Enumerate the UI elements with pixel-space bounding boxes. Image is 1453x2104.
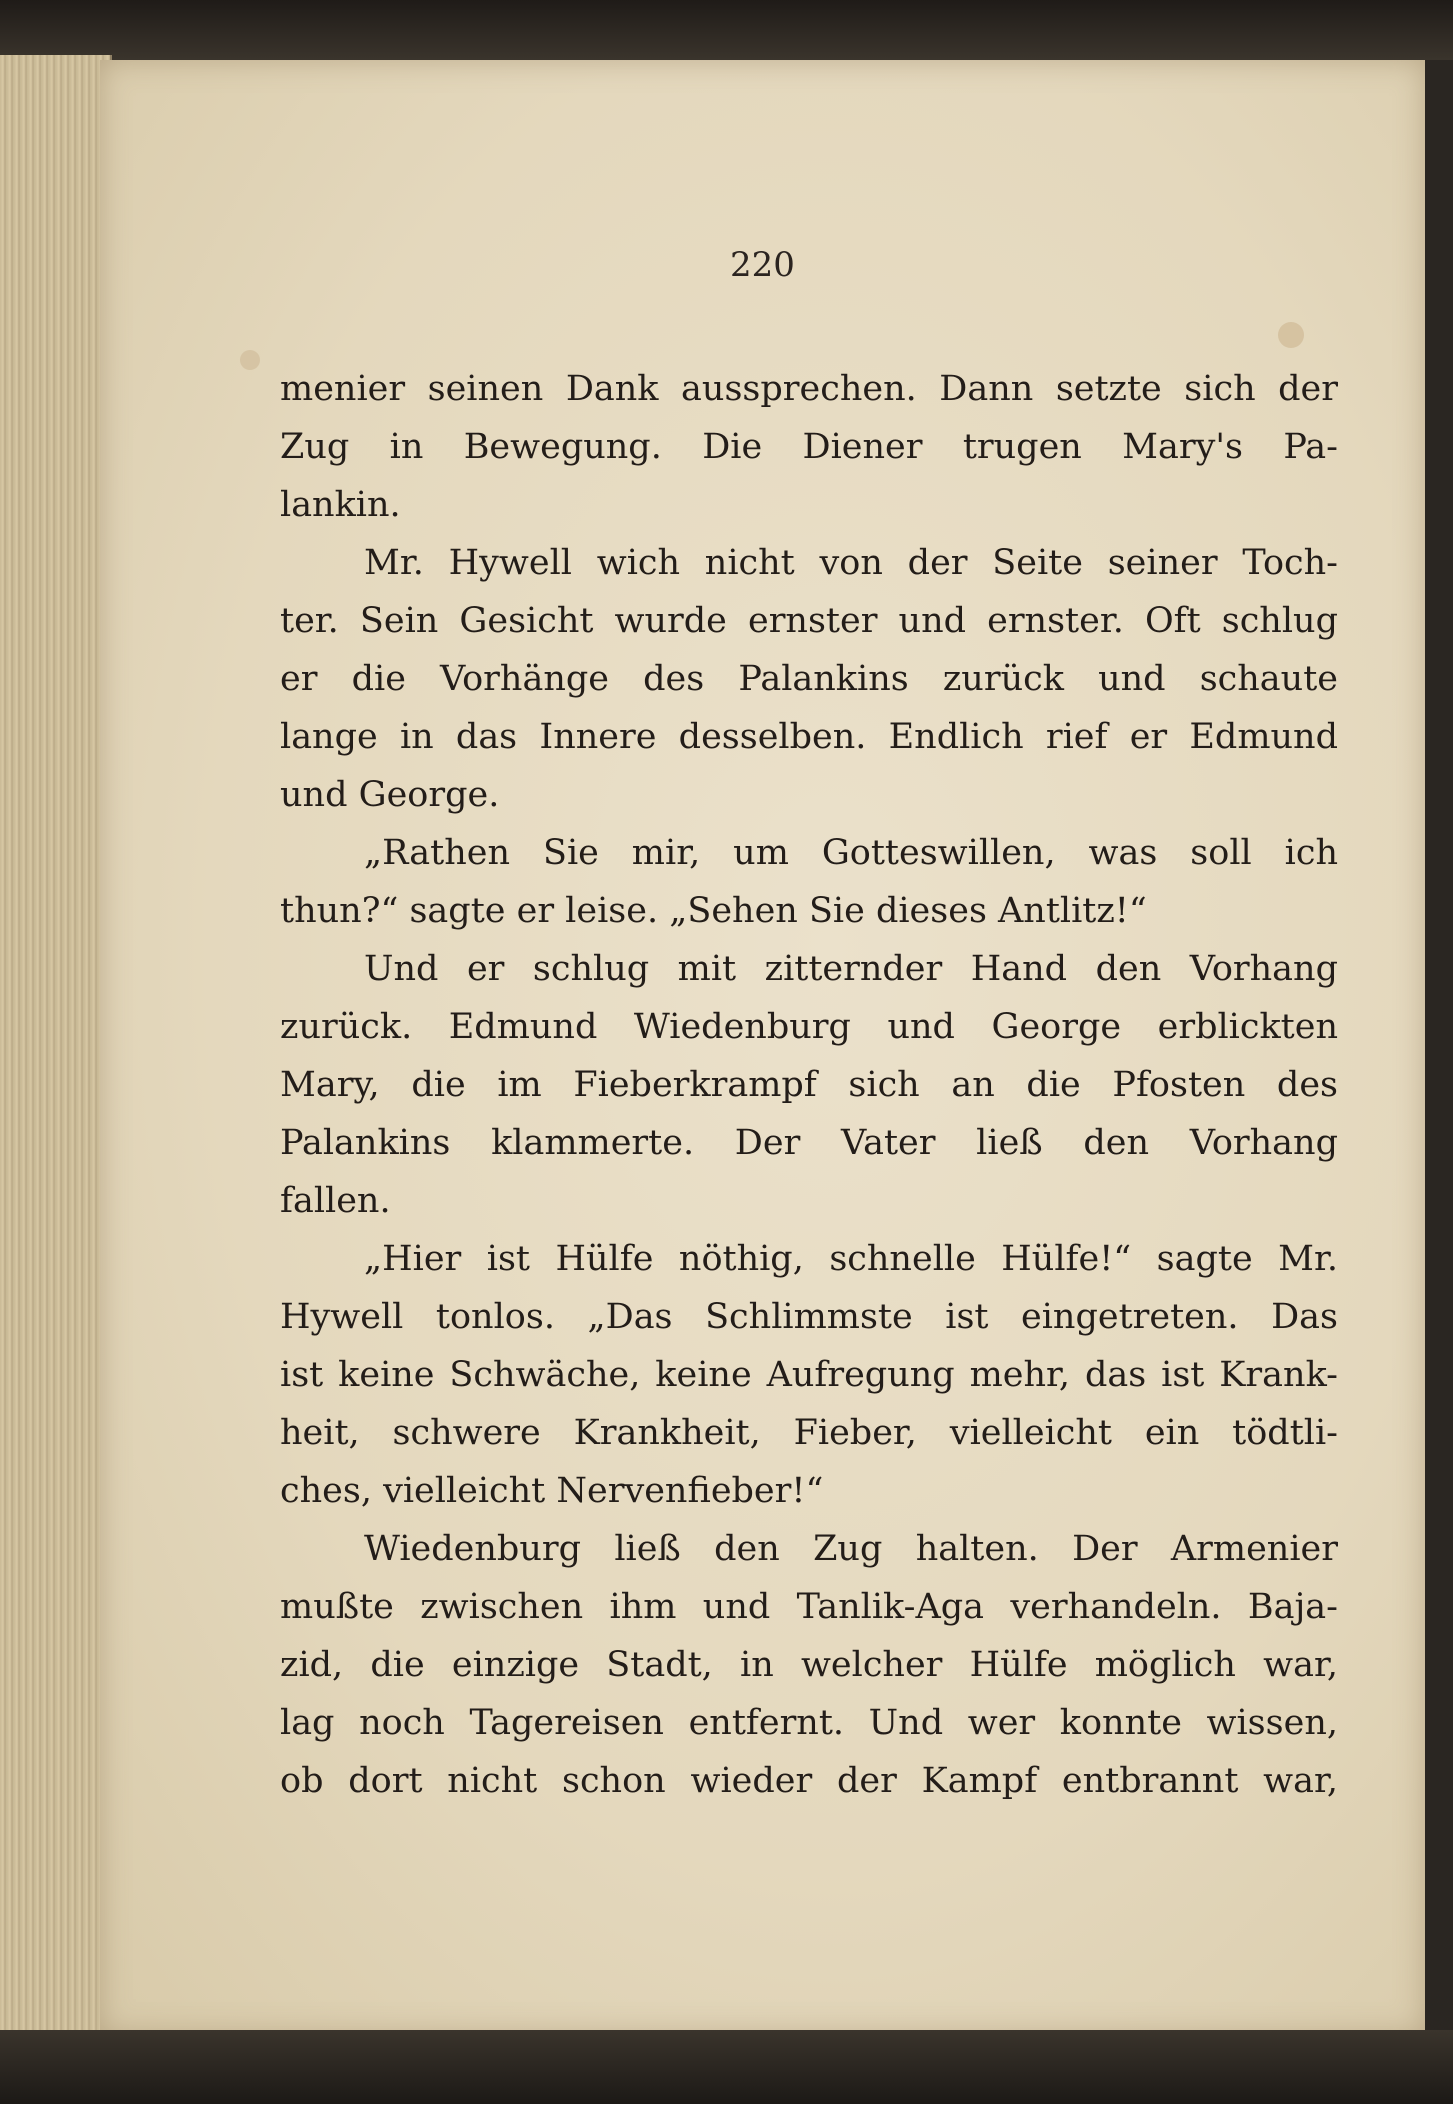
text-line: Mary, die im Fieberkrampf sich an die Pfosten des: [280, 1065, 1338, 1105]
text-line: lange in das Innere desselben. Endlich rief er Edmund: [280, 717, 1338, 757]
text-line: menier seinen Dank aussprechen. Dann setzte sich der: [280, 369, 1338, 409]
text-line: Zug in Bewegung. Die Diener trugen Mary's Pa-: [280, 427, 1338, 467]
text-line: „Rathen Sie mir, um Gotteswillen, was soll ich: [364, 833, 1338, 873]
body-text: [280, 360, 1338, 1810]
text-line: ist keine Schwäche, keine Aufregung mehr, das ist Krank-: [280, 1355, 1338, 1395]
text-line: zid, die einzige Stadt, in welcher Hülfe möglich war,: [280, 1645, 1338, 1685]
text-line: ches, vielleicht Nervenfieber!“: [280, 1471, 824, 1511]
text-line: Wiedenburg ließ den Zug halten. Der Armenier: [364, 1529, 1338, 1569]
text-line: lag noch Tagereisen entfernt. Und wer konnte wissen,: [280, 1703, 1338, 1743]
text-line: mußte zwischen ihm und Tanlik-Aga verhandeln. Baja-: [280, 1587, 1338, 1627]
text-line: zurück. Edmund Wiedenburg und George erblickten: [280, 1007, 1338, 1047]
text-line: lankin.: [280, 485, 401, 525]
text-line: heit, schwere Krankheit, Fieber, vielleicht ein tödtli-: [280, 1413, 1338, 1453]
text-line: Hywell tonlos. „Das Schlimmste ist eingetreten. Das: [280, 1297, 1338, 1337]
bottom-shadow: [0, 2030, 1453, 2104]
text-line: er die Vorhänge des Palankins zurück und schaute: [280, 659, 1338, 699]
page-edges: [0, 55, 112, 2045]
text-line: „Hier ist Hülfe nöthig, schnelle Hülfe!“ sagte Mr.: [364, 1239, 1338, 1279]
paper-stain: [1278, 322, 1304, 348]
text-line: Mr. Hywell wich nicht von der Seite seiner Toch-: [364, 543, 1338, 583]
text-line: Und er schlug mit zitternder Hand den Vorhang: [364, 949, 1338, 989]
text-line: und George.: [280, 775, 500, 815]
text-line: Palankins klammerte. Der Vater ließ den Vorhang: [280, 1123, 1338, 1163]
text-line: fallen.: [280, 1181, 391, 1221]
book-page: [100, 60, 1425, 2035]
text-line: ob dort nicht schon wieder der Kampf entbrannt war,: [280, 1761, 1338, 1801]
top-shadow: [0, 0, 1453, 60]
text-line: ter. Sein Gesicht wurde ernster und ernster. Oft schlug: [280, 601, 1338, 641]
page-number: 220: [730, 245, 795, 285]
paper-stain: [240, 350, 260, 370]
text-line: thun?“ sagte er leise. „Sehen Sie dieses Antlitz!“: [280, 891, 1147, 931]
